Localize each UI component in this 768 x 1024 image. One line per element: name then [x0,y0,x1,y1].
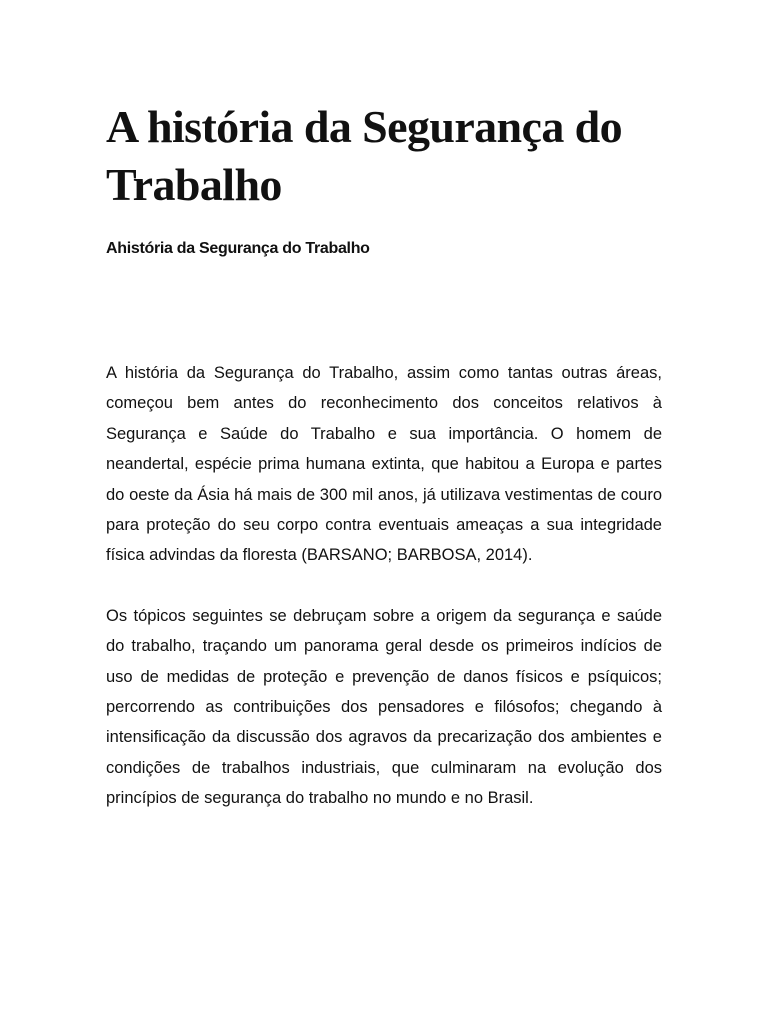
document-subtitle: Ahistória da Segurança do Trabalho [106,240,370,257]
document-title: A história da Segurança do Trabalho [106,101,623,210]
body-paragraph-2: Os tópicos seguintes se debruçam sobre a origem da segurança e saúde do trabalho, traçando um panorama geral desde os primeiros indícios de uso de medidas de proteção e prevenção de danos físicos e psíquicos; percorrendo as contribuições dos pensadores e filósofos; chegando à intensificação da discussão dos agravos da precarização dos ambientes e condições de trabalhos industriais, que culminaram na evolução dos princípios de segurança do trabalho no mundo e no Brasil. [106,606,662,808]
document-page [106,98,662,814]
body-paragraph-1: A história da Segurança do Trabalho, assim como tantas outras áreas, começou bem antes do reconhecimento dos conceitos relativos à Segurança e Saúde do Trabalho e sua importância. O homem de neandertal, espécie prima humana extinta, que habitou a Europa e partes do oeste da Ásia há mais de 300 mil anos, já utilizava vestimentas de couro para proteção do seu corpo contra eventuais ameaças a sua integridade física advindas da floresta (BARSANO; BARBOSA, 2014). [106,364,662,565]
